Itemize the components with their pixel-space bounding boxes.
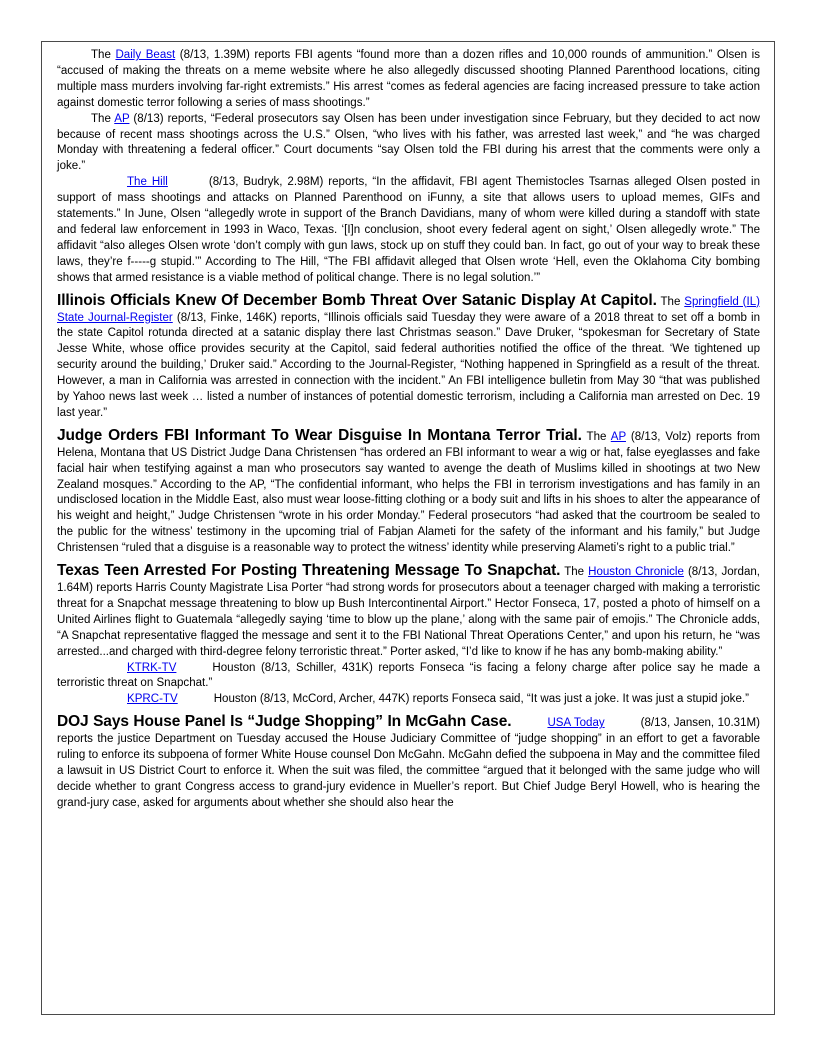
paragraph-text: (8/13) reports, “Federal prosecutors say Olsen has been under investigation since February, but they decided to act now because of recent mass shootings across the U.S.” Olsen, “who lives with his father, was arrested last week,” and “he was charged Monday with threatening a federal officer.” Court documents “say Olsen told the FBI during his arrest that the comments were only a joke.” [57, 112, 761, 173]
paragraph [57, 112, 760, 176]
source-link-ap[interactable]: AP [610, 430, 626, 443]
lead-text: The [91, 49, 116, 61]
paragraph-text: (8/13, Finke, 146K) reports, “Illinois officials said Tuesday they were aware of a 2018 threat to set off a bomb in the state Capitol rotunda directed at a satanic display there last Christmas season.” Dave Druker, “spokesman for Secretary of State Jesse White, whose office provides security at the Capitol, said federal authorities notified the office of the threat. ‘We tightened up security around the building,’ Druker said.” According to the Journal-Register, “Nothing happened in Springfield as a result of the threat. However, a man in California was arrested in connection with the incident.” An FBI intelligence bulletin from May 30 “that was published by Yahoo news last week … listed a number of instances of potential domestic terrorism, including a California man arrested on Dec. 19 last year.” [57, 311, 760, 419]
story-mcgahn [57, 714, 760, 811]
paragraph-text: (8/13, Jordan, 1.64M) reports Harris County Magistrate Lisa Porter “had strong words for prosecutors about a teenager charged with making a terroristic threat for a Snapchat message threatening to blow up Bush Intercontinental Airport.” Hector Fonseca, 17, posted a photo of himself on a United Airlines flight to Guatemala “allegedly saying ‘time to blow up the plane,’ along with the same pair of emojis.” The Chronicle adds, “A Snapchat representative flagged the message and sent it to the FBI National Threat Operations Center,” and upon his return, he “was arrested...and charged with third-degree felony terroristic threat.” Porter asked, “I’d like to know if he has any bomb-making ability.” [57, 566, 760, 658]
headline: Texas Teen Arrested For Posting Threatening Message To Snapchat. [57, 562, 561, 580]
headline: Judge Orders FBI Informant To Wear Disguise In Montana Terror Trial. [57, 426, 582, 444]
news-document [57, 48, 760, 812]
headline: Illinois Officials Knew Of December Bomb Threat Over Satanic Display At Capitol. [57, 291, 657, 309]
lead-text: The [91, 112, 115, 125]
lead-text: The [660, 295, 685, 308]
source-link-the-hill[interactable]: The Hill [127, 176, 168, 189]
source-link-houston-chronicle[interactable]: Houston Chronicle [588, 566, 684, 579]
story-texas [57, 563, 760, 660]
paragraph-text: (8/13, 1.39M) reports FBI agents “found more than a dozen rifles and 10,000 rounds of ammunition.” Olsen is “accused of making the threats on a meme website where he also allegedly discussed shooting Planned Parenthood locations, citing multiple mass murders involving far-right extremists.” His arrest “comes as federal agencies are facing increased pressure to take action against domestic terror following a series of mass shootings.” [57, 49, 760, 109]
story-illinois [57, 293, 760, 422]
paragraph [57, 175, 760, 286]
headline: DOJ Says House Panel Is “Judge Shopping” In McGahn Case. [57, 713, 512, 731]
lead-text: The [586, 430, 611, 443]
paragraph [57, 661, 760, 693]
paragraph-text: (8/13, Budryk, 2.98M) reports, “In the affidavit, FBI agent Themistocles Tsarnas alleged Olsen posted in support of mass shootings and attacks on Planned Parenthood on iFunny, a site that allows users to upload memes, GIFs and statements.” In June, Olsen “allegedly wrote in support of the Branch Davidians, many of whom were killed during a standoff with state and federal law enforcement in 1993 in Waco, Texas. ‘[I]n conclusion, shoot every federal agent on sight,’ Olsen allegedly wrote.” The affidavit “also alleges Olsen wrote ‘don’t comply with gun laws, stock up on stuff they could ban. In fact, go out of your way to break these laws, they’re f-----g stupid.’” According to The Hill, “The FBI affidavit alleged that Olsen wrote ‘Hell, even the Oklahoma City bombing shows that armed resistance is a viable method of political change. There is no legal solution.’” [57, 176, 760, 284]
story-montana [57, 428, 760, 557]
source-link-usa-today[interactable]: USA Today [547, 717, 605, 730]
paragraph-text: (8/13, Jansen, 10.31M) reports the justice Department on Tuesday accused the House Judiciary Committee of “judge shopping” in an effort to get a favorable ruling to enforce its subpoena of former White House counsel Don McGahn. McGahn defied the subpoena in May and the committee filed a lawsuit in US District Court to enforce it. When the suit was filed, the committee “argued that it belonged with the same judge who will decide whether to grant Congress access to grand-jury evidence in Mueller’s report. But Chief Judge Beryl Howell, who is hearing the grand-jury case, asked for arguments about whether she should also hear the [57, 717, 760, 809]
paragraph-text: (8/13, Volz) reports from Helena, Montana that US District Judge Dana Christensen “has ordered an FBI informant to wear a wig or hat, false eyeglasses and fake facial hair when testifying against a man who prosecutors say wanted to avenge the death of Muslims killed in shootings at two New Zealand mosques.” According to the AP, “The confidential informant, who helps the FBI in terrorism investigations and has family in an undisclosed location in the Middle East, also must wear loose-fitting clothing or a body suit and lifts in his shoes to alter the appearance of his weight and height,” Judge Christensen “wrote in his order Monday.” Federal prosecutors “had asked that the courtroom be sealed to the public for the witness’ testimony in the upcoming trial of Fabjan Alameti for the safety of the informant and his family,” but Judge Christensen “ruled that a disguise is a reasonable way to protect the witness’ identity while preserving Alameti’s right to a public trial.” [57, 430, 761, 555]
paragraph-text: Houston (8/13, Schiller, 431K) reports Fonseca “is facing a felony charge after police say he made a terroristic threat on Snapchat.” [57, 661, 760, 690]
paragraph [57, 48, 760, 112]
source-link-daily-beast[interactable]: Daily Beast [115, 49, 176, 61]
paragraph [57, 692, 760, 708]
source-link-ktrk-tv[interactable]: KTRK-TV [127, 661, 177, 674]
source-link-kprc-tv[interactable]: KPRC-TV [127, 693, 178, 706]
source-link-ap[interactable]: AP [114, 112, 130, 125]
source-link-state-journal-register[interactable]: Springfield (IL) State Journal-Register [57, 295, 760, 324]
lead-text: The [564, 566, 589, 579]
paragraph-text: Houston (8/13, McCord, Archer, 447K) reports Fonseca said, “It was just a joke. It was just a stupid joke.” [213, 693, 749, 706]
